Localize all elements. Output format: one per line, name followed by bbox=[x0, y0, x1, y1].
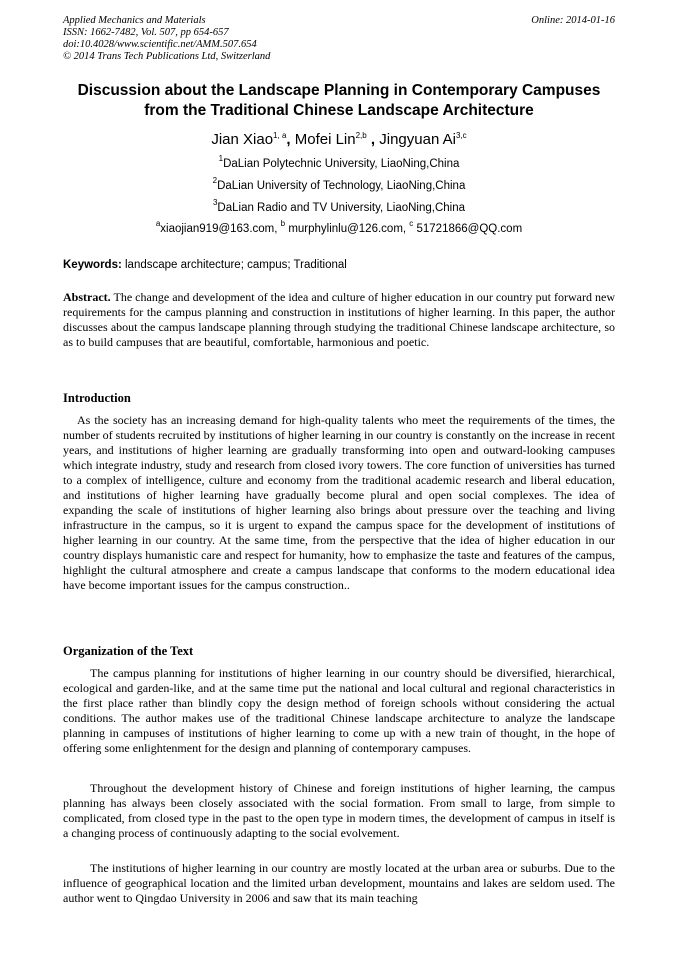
abstract-label: Abstract. bbox=[63, 290, 111, 304]
paper-title bbox=[40, 81, 638, 121]
organization-paragraph-1: The campus planning for institutions of higher learning in our country should be diversified, hierarchical, ecological and garden-like, and at the same time put the national and local cultural and regional characteristics in the first place rather than blindly copy the design method of foreign schools without considering the actual conditions. The author makes use of the traditional Chinese landscape architecture to analyze the landscape planning in campuses of institutions of higher learning to come up with a new train of thought, in the hope of offering some enlightenment for the design and planning of contemporary campuses. bbox=[63, 666, 615, 755]
author-superscript: 3,c bbox=[455, 131, 467, 140]
abstract bbox=[63, 290, 615, 350]
abstract-text: The change and development of the idea and culture of higher education in our country put forward new requirements for the campus planning and construction in institutions of higher learning. In this paper, the author discusses about the campus landscape planning through studying the traditional Chinese landscape architecture, so as to build campuses that are beautiful, comfortable, harmonious and poetic. bbox=[63, 290, 615, 349]
email-link[interactable]: murphylinlu@126.com, bbox=[288, 223, 407, 235]
journal-header bbox=[63, 15, 615, 63]
introduction-paragraph: As the society has an increasing demand for high-quality talents who meet the requirements of the times, the number of students recruited by institutions of higher learning in our country is constantly on the increase in recent years, and institutions of higher learning are gradually transforming into open and outward-looking campuses which integrate industry, study and research from closed ivory towers. The core function of universities has turned to a complex of intelligence, culture and economy from the traditional academic research and liberal education, and institutions of higher learning have gradually become plural and open social complexes. The idea of expanding the scale of institutions of higher learning also brings about pressure over the teaching and living infrastructure in the campus, so it is urgent to expand the campus space for the development of institutions of higher learning in our country. At the same time, from the perspective that the idea of higher education in our country displays humanistic care and respect for humanity, how to emphasize the taste and features of the campus, highlight the cultural atmosphere and create a campus landscape that conforms to the modern educational idea have become important issues for the campus construction.. bbox=[63, 413, 615, 592]
affiliation-superscript: 2 bbox=[212, 176, 218, 185]
section-heading-organization: Organization of the Text bbox=[63, 644, 194, 658]
keywords-text: landscape architecture; campus; Traditional bbox=[125, 259, 347, 271]
journal-copyright: © 2014 Trans Tech Publications Ltd, Switzerland bbox=[63, 51, 271, 62]
affiliation bbox=[40, 154, 638, 171]
affiliation-superscript: 1 bbox=[218, 154, 224, 163]
affiliation-text: DaLian University of Technology, LiaoNing,China bbox=[217, 180, 466, 192]
journal-issn: ISSN: 1662-7482, Vol. 507, pp 654-657 bbox=[63, 27, 229, 38]
email-superscript: a bbox=[155, 219, 161, 228]
author-name: Mofei Lin bbox=[294, 131, 356, 148]
keywords bbox=[63, 258, 615, 273]
email-link[interactable]: 51721866@QQ.com bbox=[416, 223, 523, 235]
email-superscript: c bbox=[409, 219, 414, 228]
organization-paragraph-3: The institutions of higher learning in our country are mostly located at the urban area or suburbs. Due to the influence of geographical location and the limited urban development, mountains and lakes are seldom used. The author went to Qingdao University in 2006 and saw that its main teaching bbox=[63, 861, 615, 905]
journal-doi: doi:10.4028/www.scientific.net/AMM.507.654 bbox=[63, 39, 257, 50]
email-superscript: b bbox=[280, 219, 286, 228]
affiliation bbox=[40, 176, 638, 193]
author-name: Jian Xiao bbox=[211, 131, 274, 148]
online-date: Online: 2014-01-16 bbox=[531, 15, 615, 26]
paper-title-line-2: from the Traditional Chinese Landscape Architecture bbox=[144, 102, 534, 119]
email-link[interactable]: xiaojian919@163.com, bbox=[160, 223, 278, 235]
section-heading-introduction: Introduction bbox=[63, 391, 131, 405]
affiliation bbox=[40, 198, 638, 215]
organization-paragraph-2: Throughout the development history of Chinese and foreign institutions of higher learning, the campus planning has always been closely associated with the social formation. From small to large, from simple to complicated, from closed type in the past to the open type in modern times, the development of campus in itself is a changing process of continuously adapting to the social evolvement. bbox=[63, 781, 615, 840]
author-list: Jian Xiao$^{1, a}$, Mofei Lin$^{2,b}$ , Jingyuan Ai$^{3,c}$ bbox=[211, 131, 467, 148]
paper-title-line-1: Discussion about the Landscape Planning in Contemporary Campuses bbox=[77, 82, 601, 99]
author-superscript: 1, a bbox=[273, 131, 287, 140]
journal-name: Applied Mechanics and Materials bbox=[63, 15, 206, 26]
keywords-label: Keywords: bbox=[63, 259, 122, 271]
author-name: Jingyuan Ai bbox=[379, 131, 456, 148]
author-emails bbox=[30, 219, 648, 236]
author-superscript: 2,b bbox=[355, 131, 367, 140]
affiliation-text: DaLian Radio and TV University, LiaoNing,China bbox=[217, 202, 466, 214]
affiliation-superscript: 3 bbox=[212, 198, 218, 207]
affiliation-text: DaLian Polytechnic University, LiaoNing,China bbox=[223, 158, 460, 170]
